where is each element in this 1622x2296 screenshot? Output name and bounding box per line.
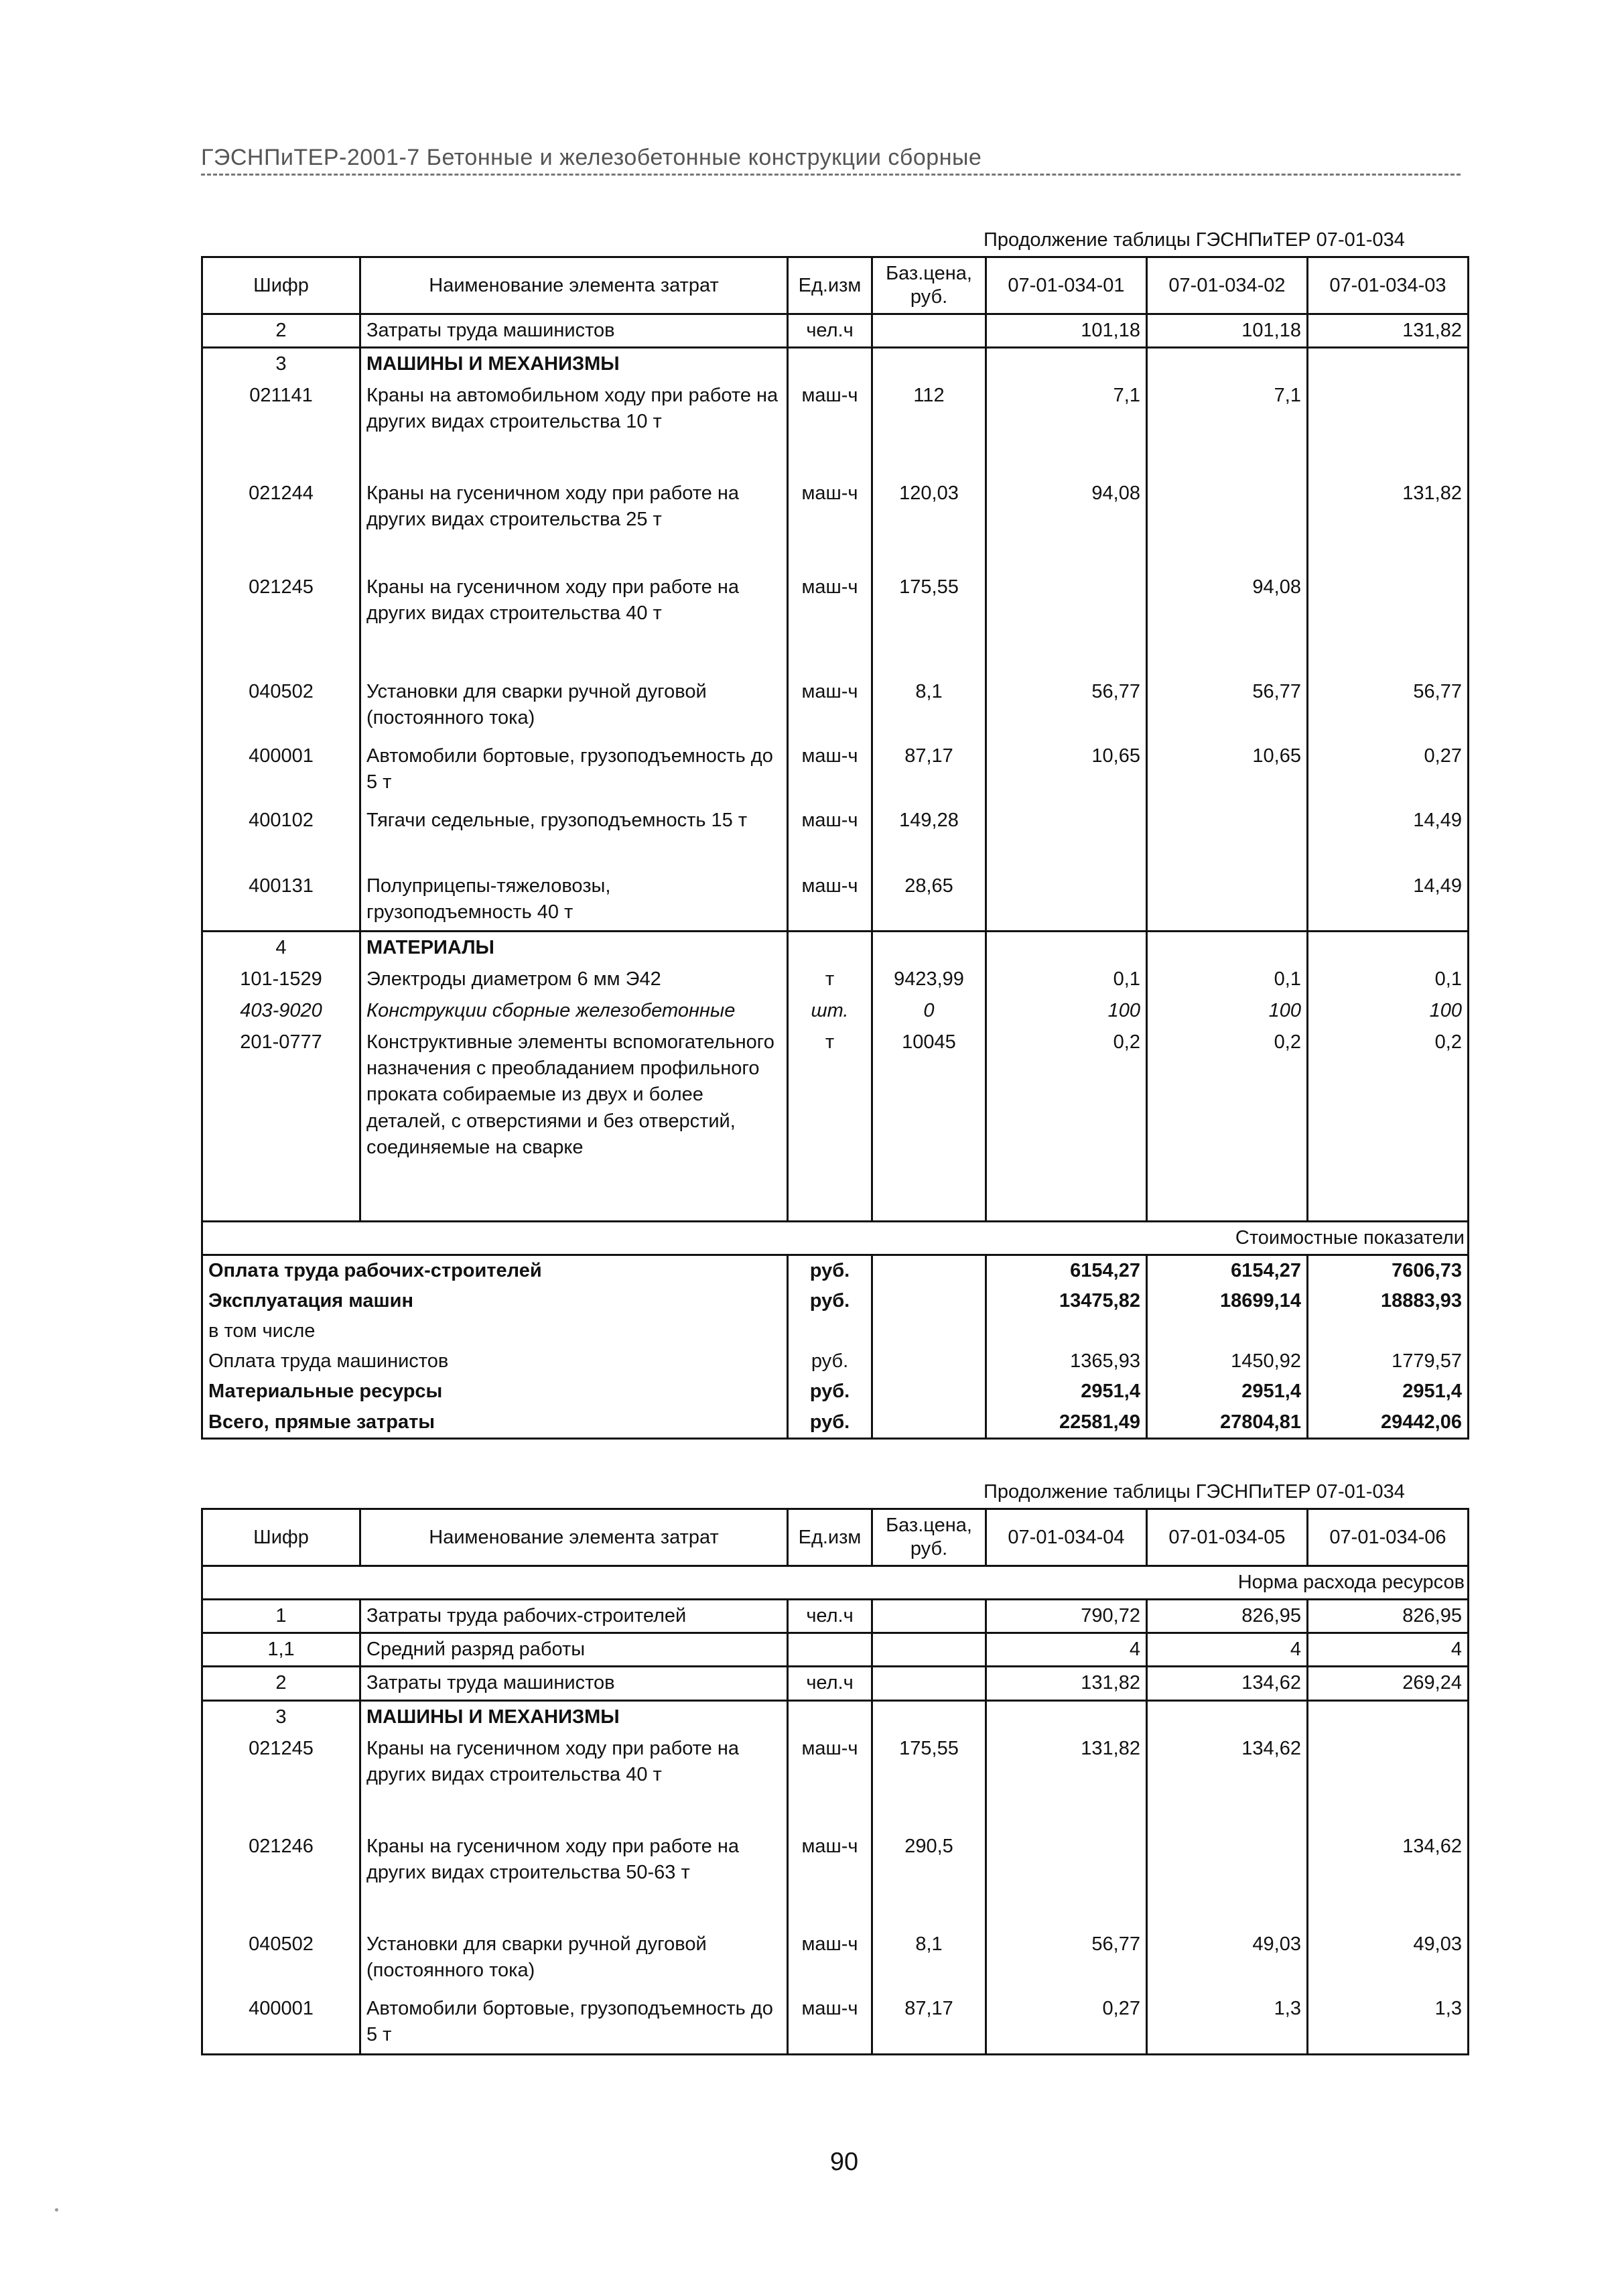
section-row — [202, 1700, 1469, 1733]
summary-v1: 1365,93 — [986, 1346, 1147, 1377]
cell-name: Автомобили бортовые, грузоподъемность до 5 т — [360, 741, 788, 805]
cell-v2: 10,65 — [1147, 741, 1308, 805]
cell-v2: 4 — [1147, 1633, 1308, 1667]
cell-name: Затраты труда рабочих-строителей — [360, 1600, 788, 1633]
cell-v2 — [1147, 805, 1308, 871]
col-header-v1: 07-01-034-01 — [986, 257, 1147, 314]
cell-name: Установки для сварки ручной дуговой (постоянного тока) — [360, 676, 788, 741]
cell-v1: 131,82 — [986, 1667, 1147, 1700]
cell-name: Краны на автомобильном ходу при работе на других видах строительства 10 т — [360, 380, 788, 478]
cell-code: 3 — [202, 1700, 360, 1733]
cell-v2: 134,62 — [1147, 1667, 1308, 1700]
summary-v1: 6154,27 — [986, 1255, 1147, 1286]
table-row — [202, 1667, 1469, 1700]
cost-indicators-header: Стоимостные показатели — [202, 1221, 1469, 1255]
col-header-v2: 07-01-034-02 — [1147, 257, 1308, 314]
cell-v3: 4 — [1308, 1633, 1469, 1667]
cell-price: 0 — [872, 995, 986, 1027]
table-row — [202, 1929, 1469, 1993]
summary-name: Эксплуатация машин — [202, 1286, 788, 1316]
cell-code: 403-9020 — [202, 995, 360, 1027]
cell-v3: 134,62 — [1308, 1831, 1469, 1929]
table-row — [202, 995, 1469, 1027]
cell-name: Автомобили бортовые, грузоподъемность до 5 т — [360, 1993, 788, 2055]
summary-unit: руб. — [788, 1407, 872, 1439]
cell-code: 040502 — [202, 1929, 360, 1993]
cell-name: Конструкции сборные железобетонные — [360, 995, 788, 1027]
table-row — [202, 741, 1469, 805]
cell-code: 1,1 — [202, 1633, 360, 1667]
table-row — [202, 1600, 1469, 1633]
summary-name: Оплата труда рабочих-строителей — [202, 1255, 788, 1286]
table-row — [202, 1027, 1469, 1221]
cell-unit: маш-ч — [788, 1993, 872, 2055]
norm-header: Норма расхода ресурсов — [202, 1566, 1469, 1600]
cell-name: Затраты труда машинистов — [360, 314, 788, 348]
cell-v1: 131,82 — [986, 1733, 1147, 1831]
summary-v3: 1779,57 — [1308, 1346, 1469, 1377]
cell-code: 3 — [202, 348, 360, 381]
summary-unit: руб. — [788, 1377, 872, 1407]
cell-v3: 56,77 — [1308, 676, 1469, 741]
col-header-v2: 07-01-034-05 — [1147, 1509, 1308, 1566]
cell-v1: 94,08 — [986, 478, 1147, 572]
cell-name: Электроды диаметром 6 мм Э42 — [360, 964, 788, 995]
cell-price — [872, 314, 986, 348]
cell-price: 175,55 — [872, 1733, 986, 1831]
cell-v3: 0,1 — [1308, 964, 1469, 995]
col-header-code: Шифр — [202, 1509, 360, 1566]
summary-v1: 2951,4 — [986, 1377, 1147, 1407]
summary-v2: 6154,27 — [1147, 1255, 1308, 1286]
cell-code: 040502 — [202, 676, 360, 741]
cell-v1 — [986, 871, 1147, 931]
summary-v3: 18883,93 — [1308, 1286, 1469, 1316]
summary-unit: руб. — [788, 1286, 872, 1316]
cell-v1 — [986, 1831, 1147, 1929]
scan-speck — [55, 2208, 58, 2212]
summary-row — [202, 1407, 1469, 1439]
cell-price: 28,65 — [872, 871, 986, 931]
cell-code: 400102 — [202, 805, 360, 871]
summary-name: Материальные ресурсы — [202, 1377, 788, 1407]
cell-v1: 0,27 — [986, 1993, 1147, 2055]
cell-name: Тягачи седельные, грузоподъемность 15 т — [360, 805, 788, 871]
col-header-v3: 07-01-034-03 — [1308, 257, 1469, 314]
cell-name: Установки для сварки ручной дуговой (постоянного тока) — [360, 1929, 788, 1993]
table-row — [202, 964, 1469, 995]
col-header-name: Наименование элемента затрат — [360, 257, 788, 314]
cell-v3: 131,82 — [1308, 314, 1469, 348]
cell-price: 8,1 — [872, 676, 986, 741]
cell-v3: 826,95 — [1308, 1600, 1469, 1633]
running-header: ГЭСНПиТЕР-2001-7 Бетонные и железобетонные конструкции сборные — [201, 145, 1461, 176]
table-row — [202, 871, 1469, 931]
summary-row — [202, 1316, 1469, 1346]
cell-v3: 14,49 — [1308, 871, 1469, 931]
col-header-price: Баз.цена, руб. — [872, 1509, 986, 1566]
table-row — [202, 314, 1469, 348]
cell-unit: маш-ч — [788, 380, 872, 478]
table2 — [201, 1508, 1469, 2055]
cell-v3: 0,27 — [1308, 741, 1469, 805]
summary-row — [202, 1255, 1469, 1286]
cell-v1: 0,2 — [986, 1027, 1147, 1221]
summary-unit: руб. — [788, 1255, 872, 1286]
cell-v3: 131,82 — [1308, 478, 1469, 572]
cell-name: Конструктивные элементы вспомогательного назначения с преобладанием профильного проката собираемые из двух и более деталей, с отверстиями и без отверстий, соединяемые на сварке — [360, 1027, 788, 1221]
cell-price: 112 — [872, 380, 986, 478]
table-row — [202, 1993, 1469, 2055]
summary-v1: 13475,82 — [986, 1286, 1147, 1316]
cell-unit: маш-ч — [788, 1929, 872, 1993]
cell-price: 10045 — [872, 1027, 986, 1221]
cell-code: 2 — [202, 1667, 360, 1700]
cell-name: Затраты труда машинистов — [360, 1667, 788, 1700]
summary-v2: 2951,4 — [1147, 1377, 1308, 1407]
table-row — [202, 1633, 1469, 1667]
cell-v2: 101,18 — [1147, 314, 1308, 348]
summary-v3: 2951,4 — [1308, 1377, 1469, 1407]
summary-v3: 29442,06 — [1308, 1407, 1469, 1439]
cell-v2 — [1147, 478, 1308, 572]
summary-v2: 18699,14 — [1147, 1286, 1308, 1316]
cell-code: 2 — [202, 314, 360, 348]
cell-price: 120,03 — [872, 478, 986, 572]
cell-price: 8,1 — [872, 1929, 986, 1993]
cell-v3 — [1308, 572, 1469, 676]
cell-unit: маш-ч — [788, 478, 872, 572]
col-header-unit: Ед.изм — [788, 257, 872, 314]
summary-v1: 22581,49 — [986, 1407, 1147, 1439]
col-header-price: Баз.цена, руб. — [872, 257, 986, 314]
summary-v2: 27804,81 — [1147, 1407, 1308, 1439]
cell-unit: чел.ч — [788, 1600, 872, 1633]
cell-v2: 49,03 — [1147, 1929, 1308, 1993]
cell-v2 — [1147, 1831, 1308, 1929]
cell-code: 021246 — [202, 1831, 360, 1929]
cell-v1: 56,77 — [986, 676, 1147, 741]
cell-v1: 0,1 — [986, 964, 1147, 995]
cell-v1: 4 — [986, 1633, 1147, 1667]
cell-unit: маш-ч — [788, 1831, 872, 1929]
cell-price: 87,17 — [872, 1993, 986, 2055]
cell-v3: 49,03 — [1308, 1929, 1469, 1993]
col-header-unit: Ед.изм — [788, 1509, 872, 1566]
cell-name: Краны на гусеничном ходу при работе на других видах строительства 25 т — [360, 478, 788, 572]
cell-price: 149,28 — [872, 805, 986, 871]
section-row — [202, 348, 1469, 381]
section-title: МАТЕРИАЛЫ — [360, 931, 788, 964]
cell-v1 — [986, 805, 1147, 871]
cell-price: 9423,99 — [872, 964, 986, 995]
col-header-v1: 07-01-034-04 — [986, 1509, 1147, 1566]
cell-unit: маш-ч — [788, 871, 872, 931]
cell-v2 — [1147, 871, 1308, 931]
cell-v2: 56,77 — [1147, 676, 1308, 741]
cell-unit: маш-ч — [788, 741, 872, 805]
cell-v3: 269,24 — [1308, 1667, 1469, 1700]
cell-v1: 56,77 — [986, 1929, 1147, 1993]
table-row — [202, 1733, 1469, 1831]
table1-caption: Продолжение таблицы ГЭСНПиТЕР 07-01-034 — [984, 229, 1405, 251]
cell-v3: 1,3 — [1308, 1993, 1469, 2055]
cell-v2: 7,1 — [1147, 380, 1308, 478]
col-header-v3: 07-01-034-06 — [1308, 1509, 1469, 1566]
summary-name: Оплата труда машинистов — [202, 1346, 788, 1377]
cell-v2: 826,95 — [1147, 1600, 1308, 1633]
table-row — [202, 676, 1469, 741]
table-row — [202, 478, 1469, 572]
cell-code: 021244 — [202, 478, 360, 572]
summary-v2: 1450,92 — [1147, 1346, 1308, 1377]
cell-v3 — [1308, 1733, 1469, 1831]
summary-row — [202, 1346, 1469, 1377]
cell-code: 021245 — [202, 1733, 360, 1831]
table-row — [202, 805, 1469, 871]
summary-v3: 7606,73 — [1308, 1255, 1469, 1286]
cell-name: Полуприцепы-тяжеловозы, грузоподъемность 40 т — [360, 871, 788, 931]
cell-v1 — [986, 572, 1147, 676]
cell-v2: 100 — [1147, 995, 1308, 1027]
cell-v2: 1,3 — [1147, 1993, 1308, 2055]
cell-unit: чел.ч — [788, 314, 872, 348]
section-title: МАШИНЫ И МЕХАНИЗМЫ — [360, 1700, 788, 1733]
cell-v2: 0,2 — [1147, 1027, 1308, 1221]
cell-price: 87,17 — [872, 741, 986, 805]
cell-price — [872, 1667, 986, 1700]
cell-unit: маш-ч — [788, 805, 872, 871]
cell-v1: 101,18 — [986, 314, 1147, 348]
cell-name: Краны на гусеничном ходу при работе на других видах строительства 40 т — [360, 572, 788, 676]
cell-v2: 0,1 — [1147, 964, 1308, 995]
cell-code: 201-0777 — [202, 1027, 360, 1221]
summary-name: в том числе — [202, 1316, 788, 1346]
cell-name: Краны на гусеничном ходу при работе на других видах строительства 50-63 т — [360, 1831, 788, 1929]
summary-row — [202, 1377, 1469, 1407]
cell-v1: 7,1 — [986, 380, 1147, 478]
section-title: МАШИНЫ И МЕХАНИЗМЫ — [360, 348, 788, 381]
section-row — [202, 931, 1469, 964]
cell-code: 4 — [202, 931, 360, 964]
cell-v1: 10,65 — [986, 741, 1147, 805]
table2-caption: Продолжение таблицы ГЭСНПиТЕР 07-01-034 — [984, 1481, 1405, 1503]
summary-row — [202, 1286, 1469, 1316]
cell-unit: маш-ч — [788, 676, 872, 741]
cell-price — [872, 1600, 986, 1633]
cell-unit — [788, 1633, 872, 1667]
cell-price: 290,5 — [872, 1831, 986, 1929]
cell-name: Средний разряд работы — [360, 1633, 788, 1667]
cell-unit: шт. — [788, 995, 872, 1027]
cell-v2: 134,62 — [1147, 1733, 1308, 1831]
table-row — [202, 572, 1469, 676]
cell-code: 400001 — [202, 741, 360, 805]
cell-v3: 100 — [1308, 995, 1469, 1027]
table1 — [201, 256, 1469, 1440]
cell-code: 101-1529 — [202, 964, 360, 995]
cell-v1: 100 — [986, 995, 1147, 1027]
cell-unit: маш-ч — [788, 1733, 872, 1831]
cell-code: 400001 — [202, 1993, 360, 2055]
cell-v3: 14,49 — [1308, 805, 1469, 871]
cell-unit: т — [788, 1027, 872, 1221]
cell-code: 021141 — [202, 380, 360, 478]
cell-price: 175,55 — [872, 572, 986, 676]
cell-code: 1 — [202, 1600, 360, 1633]
cell-unit: чел.ч — [788, 1667, 872, 1700]
page-number: 90 — [829, 2148, 859, 2176]
cell-price — [872, 1633, 986, 1667]
cell-code: 400131 — [202, 871, 360, 931]
cell-name: Краны на гусеничном ходу при работе на других видах строительства 40 т — [360, 1733, 788, 1831]
cell-v1: 790,72 — [986, 1600, 1147, 1633]
col-header-name: Наименование элемента затрат — [360, 1509, 788, 1566]
cell-unit: т — [788, 964, 872, 995]
cell-code: 021245 — [202, 572, 360, 676]
cell-v3: 0,2 — [1308, 1027, 1469, 1221]
cell-unit: маш-ч — [788, 572, 872, 676]
summary-unit: руб. — [788, 1346, 872, 1377]
cell-v2: 94,08 — [1147, 572, 1308, 676]
col-header-code: Шифр — [202, 257, 360, 314]
cell-v3 — [1308, 380, 1469, 478]
summary-name: Всего, прямые затраты — [202, 1407, 788, 1439]
table-row — [202, 1831, 1469, 1929]
table-row — [202, 380, 1469, 478]
